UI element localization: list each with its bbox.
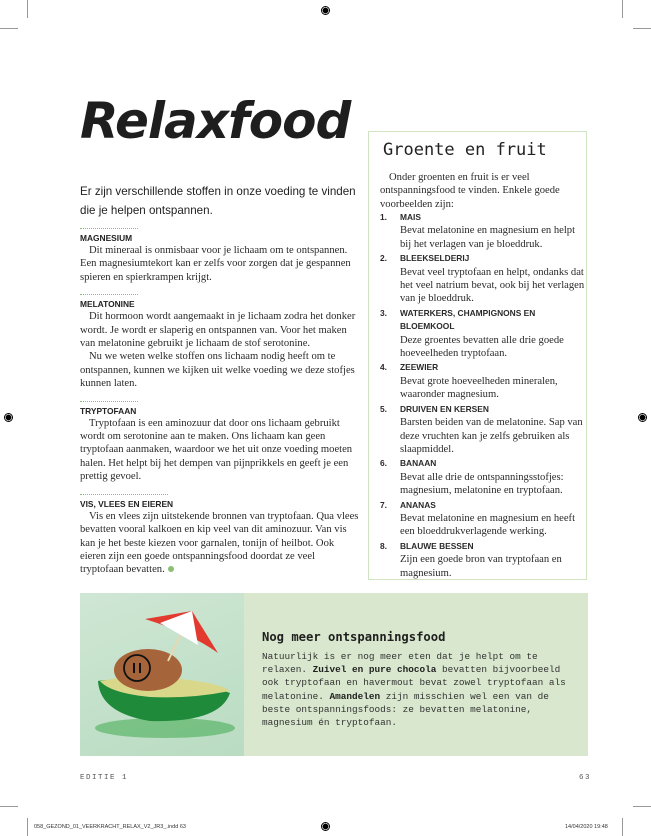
crop-mark [622, 0, 623, 18]
divider [80, 401, 138, 402]
end-mark-icon [168, 566, 174, 572]
item-heading: DRUIVEN EN KERSEN [400, 403, 489, 414]
item-text: Deze groentes bevatten alle drie goede hoeveelheden tryptofaan. [400, 334, 564, 360]
item-number: 2. [380, 253, 387, 264]
item-heading: BLAUWE BESSEN [400, 540, 474, 551]
list-item [380, 457, 585, 497]
intro-text: Er zijn verschillende stoffen in onze voeding te vinden die je helpen ontspannen. [80, 185, 356, 217]
slug-filename: 058_GEZOND_01_VEERKRACHT_RELAX_V2_JR3_.indd 63 [34, 824, 186, 830]
section-heading: VIS, VLEES EN EIEREN [80, 498, 174, 509]
registration-mark [638, 413, 647, 422]
item-number: 8. [380, 540, 387, 551]
item-number: 4. [380, 362, 387, 373]
page-title: Relaxfood [80, 92, 351, 150]
text: zijn misschien wel een van de beste ontspanningsfoods: ze bevatten melatonine, magnesium én tryptofaan. [262, 690, 549, 729]
registration-mark [321, 822, 330, 831]
slug-date: 14/04/2020 19:48 [565, 824, 608, 830]
item-heading: WATERKERS, CHAMPIGNONS EN BLOEMKOOL [400, 307, 536, 332]
item-text: Bevat melatonine en magnesium en helpt bij het verlagen van je bloeddruk. [400, 225, 576, 250]
crop-mark [622, 818, 623, 836]
list-item [380, 499, 585, 539]
item-text: Bevat alle drie de ontspanningsstofjes: magnesium, melatonine en tryptofaan. [400, 471, 564, 497]
box-title: Groente en fruit [383, 140, 547, 160]
item-number: 1. [380, 212, 387, 222]
item-number: 5. [380, 403, 387, 414]
page-number: 63 [579, 774, 592, 782]
section-tryptofaan [80, 401, 360, 484]
crop-mark [27, 818, 28, 836]
item-text: Bevat grote hoeveelheden mineralen, waaronder magnesium. [400, 375, 558, 401]
avocado-photo [80, 593, 244, 756]
item-text: Zijn een goede bron van tryptofaan en magnesium. [400, 554, 562, 579]
crop-mark [0, 28, 18, 29]
list-item [380, 361, 585, 401]
box-intro: Onder groenten en fruit is er veel ontspanningsfood te vinden. Enkele goede voorbeelden zijn: [380, 172, 560, 210]
section-paragraph: Dit hormoon wordt aangemaakt in je lichaam zodra het donker wordt. Je wordt er slaperig en ontspannen van. Voor het maken van melatonine gebruikt je lichaam de stof serotonine. [80, 311, 356, 350]
section-paragraph: Dit mineraal is onmisbaar voor je lichaam om te ontspannen. Een magnesiumtekort kan er zelfs voor zorgen dat je gespannen spieren en spierkrampen krijgt. [80, 245, 351, 283]
extra-text [262, 650, 582, 729]
section-paragraph: Nu we weten welke stoffen ons lichaam nodig heeft om te ontspannen, kunnen we kijken uit welke voeding we deze stofjes kunnen laten. [80, 351, 355, 390]
registration-mark [4, 413, 13, 422]
edition-label: EDITIE 1 [80, 774, 129, 782]
divider [80, 494, 168, 495]
section-paragraph: Vis en vlees zijn uitstekende bronnen van tryptofaan. Qua vlees bevatten vooral kalkoen en kip veel van dit aminozuur. Van vis kan je het beste kiezen voor garnalen, tonijn of heilbot. Ook eieren zijn een goede ontspanningsfood doordat ze veel tryptofaan bevatten. [80, 510, 359, 576]
item-heading: MAIS [400, 212, 421, 222]
item-text: Bevat veel tryptofaan en helpt, ondanks dat het veel natrium bevat, ook bij het verlagen van je bloeddruk. [400, 266, 585, 305]
section-paragraph-wrap [80, 510, 360, 577]
food-list [380, 211, 585, 581]
crop-mark [633, 28, 651, 29]
item-number: 6. [380, 458, 387, 469]
list-item [380, 403, 585, 457]
article-column [80, 228, 360, 587]
item-heading: ZEEWIER [400, 362, 439, 373]
extra-panel [80, 593, 588, 756]
text: bevatten bijvoorbeeld ook tryptofaan en havermout bevat zowel tryptofaan als melatonine. [262, 664, 566, 702]
section-heading: TRYPTOFAAN [80, 405, 137, 416]
list-item [380, 211, 585, 251]
crop-mark [27, 0, 28, 18]
section-vis-vlees-eieren [80, 494, 360, 577]
section-magnesium [80, 228, 360, 284]
item-text: Barsten beiden van de melatonine. Sap van deze vruchten kan je zelfs gebruiken als slaapmiddel. [400, 417, 583, 455]
divider [80, 294, 138, 295]
groente-fruit-box [368, 131, 587, 580]
registration-mark [321, 6, 330, 15]
crop-mark [633, 806, 651, 807]
item-number: 7. [380, 499, 387, 510]
item-heading: ANANAS [400, 499, 436, 510]
section-melatonine [80, 294, 360, 390]
section-heading: MAGNESIUM [80, 233, 133, 243]
divider [80, 228, 138, 229]
item-heading: BANAAN [400, 458, 437, 469]
section-heading: MELATONINE [80, 299, 135, 310]
bold-text: Zuivel en pure chocola [312, 664, 437, 676]
item-heading: BLEEKSELDERIJ [400, 253, 470, 264]
bold-text: Amandelen [329, 690, 381, 702]
crop-mark [0, 806, 18, 807]
section-paragraph: Tryptofaan is een aminozuur dat door ons lichaam gebruikt wordt om serotonine aan te maken. Ons lichaam kan geen tryptofaan aanmaken, waardoor we het uit onze voeding moeten halen. Het helpt bij het dempen van pijnprikkels en geeft je een prettig gevoel. [80, 417, 353, 483]
item-text: Bevat melatonine en magnesium en heeft een bloeddrukverlagende werking. [400, 512, 576, 538]
list-item [380, 540, 585, 580]
item-number: 3. [380, 307, 387, 318]
extra-title: Nog meer ontspanningsfood [262, 630, 446, 644]
text: Natuurlijk is er nog meer eten dat je helpt om te relaxen. [262, 651, 538, 676]
list-item [380, 307, 585, 361]
list-item [380, 252, 585, 306]
